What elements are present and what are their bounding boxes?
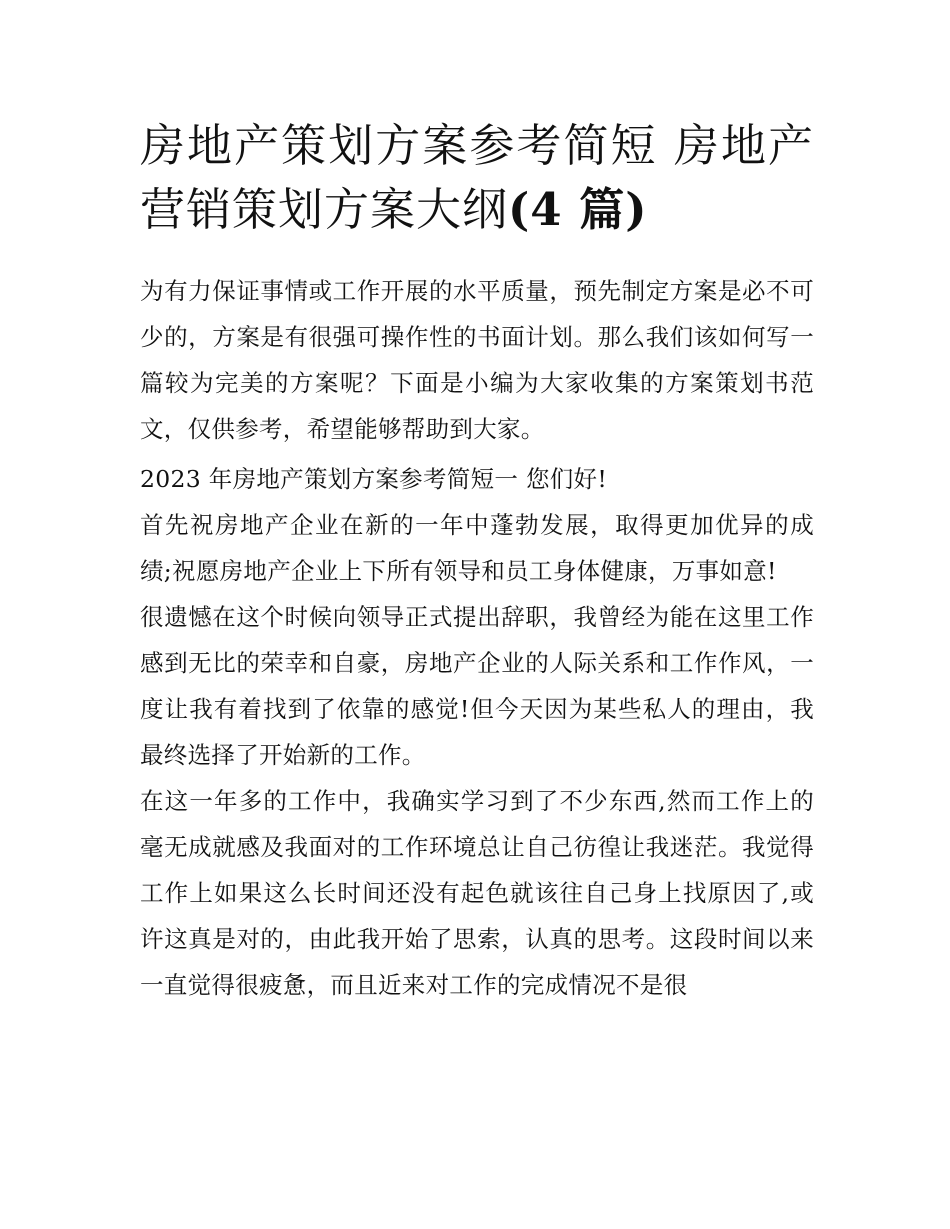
document-body	[140, 268, 814, 1008]
intro-paragraph: 为有力保证事情或工作开展的水平质量，预先制定方案是必不可少的，方案是有很强可操作性的书面计划。那么我们该如何写一篇较为完美的方案呢？下面是小编为大家收集的方案策划书范文，仅供参考，希望能够帮助到大家。	[140, 277, 814, 443]
title-main-text: 房地产策划方案参考简短 房地产营销策划方案大纲	[140, 119, 814, 236]
section-heading: 2023 年房地产策划方案参考简短一 您们好!	[140, 465, 608, 493]
greeting-paragraph: 首先祝房地产企业在新的一年中蓬勃发展，取得更加优异的成绩;祝愿房地产企业上下所有领导和员工身体健康，万事如意!	[140, 511, 814, 585]
document-title	[140, 114, 814, 242]
title-suffix-text: (4 篇)	[508, 183, 648, 236]
document-content	[140, 114, 814, 1008]
resignation-paragraph: 很遗憾在这个时候向领导正式提出辞职，我曾经为能在这里工作感到无比的荣幸和自豪，房地产企业的人际关系和工作作风，一度让我有着找到了依靠的感觉!但今天因为某些私人的理由，我最终选择了开始新的工作。	[140, 603, 814, 769]
reflection-paragraph: 在这一年多的工作中，我确实学习到了不少东西,然而工作上的毫无成就感及我面对的工作环境总让自己彷徨让我迷茫。我觉得工作上如果这么长时间还没有起色就该往自己身上找原因了,或许这真是对的，由此我开始了思索，认真的思考。这段时间以来一直觉得很疲惫，而且近来对工作的完成情况不是很	[140, 787, 814, 999]
